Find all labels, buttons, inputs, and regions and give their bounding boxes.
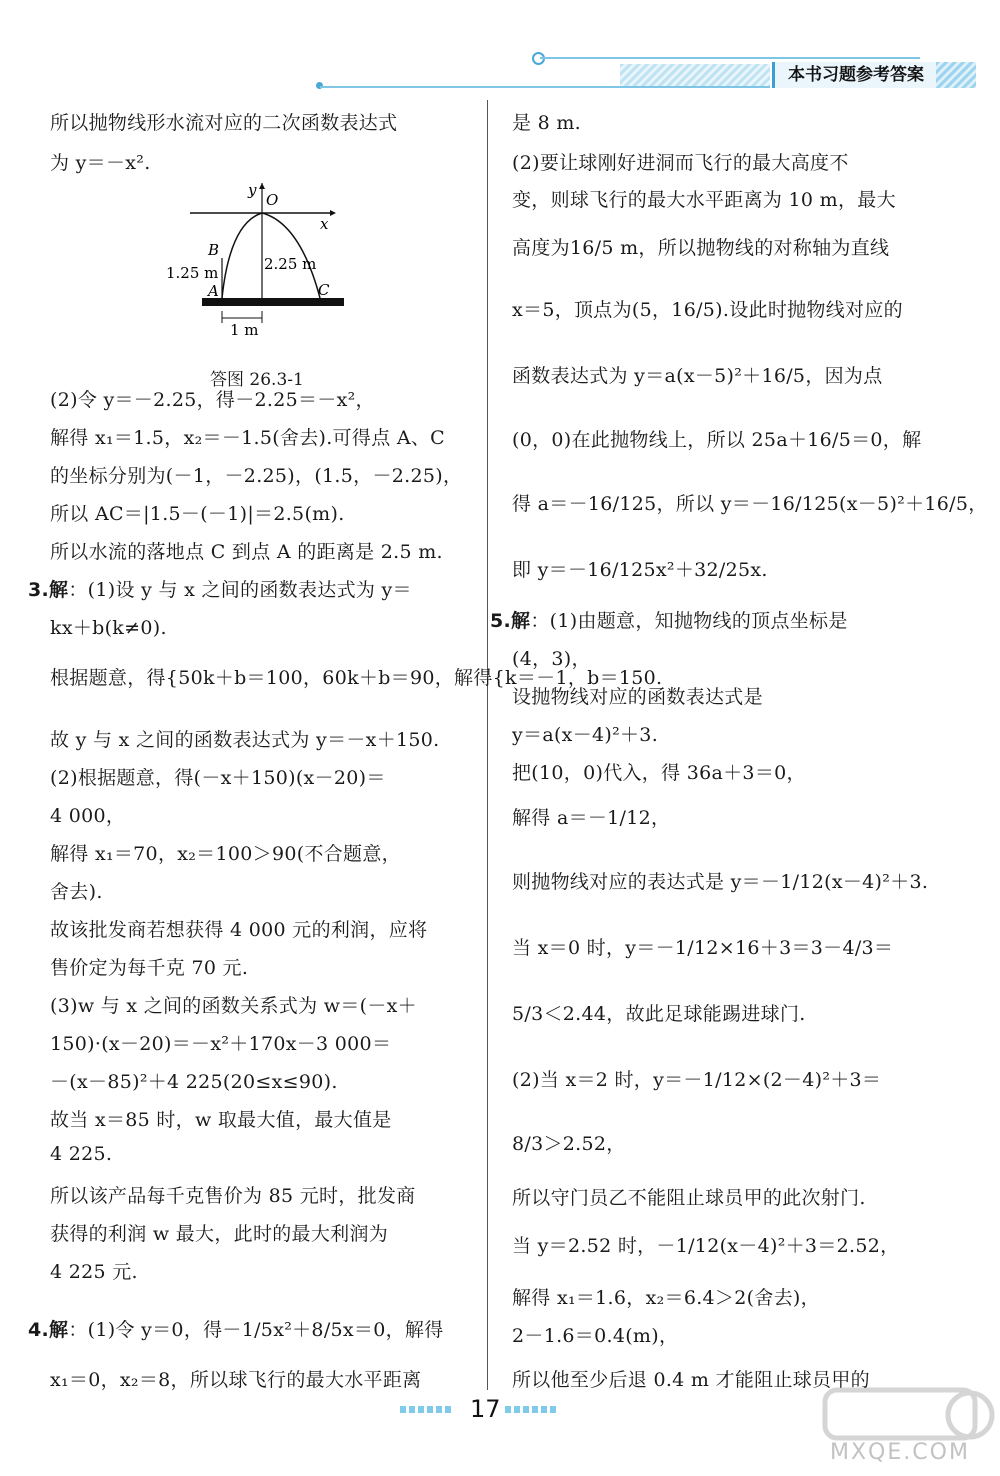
text-line: 4 000，: [50, 805, 126, 827]
label-y: y: [248, 181, 257, 199]
text-line: 所以该产品每千克售价为 85 元时，批发商: [50, 1185, 416, 1207]
text-line: 所以他至少后退 0.4 m 才能阻止球员甲的: [512, 1369, 870, 1391]
text-line: 根据题意，得{50k＋b＝100，60k＋b＝90，解得{k＝－1，b＝150.: [50, 667, 663, 689]
text-line: 得 a＝－16/125，所以 y＝－16/125(x－5)²＋16/5，: [512, 493, 988, 515]
label-x: x: [320, 215, 329, 233]
text-line: 为 y＝－x².: [50, 152, 151, 174]
text-line: (2)要让球刚好进洞而飞行的最大高度不: [512, 152, 849, 174]
text-line: 设抛物线对应的函数表达式是: [512, 686, 763, 708]
text-line: (4，3)，: [512, 648, 591, 670]
text-line: 2－1.6＝0.4(m)，: [512, 1325, 679, 1347]
text-line: 150)·(x－20)＝－x²＋170x－3 000＝: [50, 1033, 392, 1055]
q5-line: 5.解：(1)由题意，知抛物线的顶点坐标是: [490, 610, 848, 632]
label-b: B: [208, 241, 220, 259]
column-divider: [487, 100, 488, 1390]
label-a: A: [208, 282, 219, 300]
label-width: 1 m: [230, 321, 259, 339]
text-line: 当 y＝2.52 时，－1/12(x－4)²＋3＝2.52，: [512, 1235, 900, 1257]
text-line: 舍去).: [50, 881, 103, 903]
header-title: 本书习题参考答案: [772, 62, 937, 88]
text-line: 售价定为每千克 70 元.: [50, 957, 249, 979]
text-line: 则抛物线对应的表达式是 y＝－1/12(x－4)²＋3.: [512, 871, 929, 893]
text-line: 故当 x＝85 时，w 取最大值，最大值是: [50, 1109, 392, 1131]
header-tail: [936, 62, 976, 88]
text-line: 高度为16/5 m，所以抛物线的对称轴为直线: [512, 237, 890, 259]
text-line: (2)令 y＝－2.25，得－2.25＝－x²，: [50, 389, 375, 411]
text-line: 的坐标分别为(－1，－2.25)，(1.5，－2.25)，: [50, 465, 463, 487]
label-left-height: 1.25 m: [166, 264, 219, 282]
text-line: x＝5，顶点为(5，16/5).设此时抛物线对应的: [512, 299, 903, 321]
watermark-text: MXQE.COM: [830, 1440, 970, 1465]
header-rule-lower: [320, 86, 770, 88]
text-line: (0，0)在此抛物线上，所以 25a＋16/5＝0，解: [512, 429, 922, 451]
text-line: (2)当 x＝2 时，y＝－1/12×(2－4)²＋3＝: [512, 1069, 882, 1091]
text-line: (2)根据题意，得(－x＋150)(x－20)＝: [50, 767, 386, 789]
text-line: 解得 x₁＝1.5，x₂＝－1.5(舍去).可得点 A、C: [50, 427, 445, 449]
text-line: 当 x＝0 时，y＝－1/12×16＋3＝3－4/3＝: [512, 937, 894, 959]
text-line: 即 y＝－16/125x²＋32/25x.: [512, 559, 768, 581]
text-line: (3)w 与 x 之间的函数关系式为 w＝(－x＋: [50, 995, 417, 1017]
text-line: y＝a(x－4)²＋3.: [512, 724, 659, 746]
q4-line: 4.解：(1)令 y＝0，得－1/5x²＋8/5x＝0，解得: [28, 1319, 444, 1341]
text-line: kx＋b(k≠0).: [50, 617, 167, 639]
text-line: 4 225.: [50, 1143, 113, 1165]
label-mid-height: 2.25 m: [264, 255, 317, 273]
label-c: C: [318, 281, 330, 299]
text-line: 故 y 与 x 之间的函数表达式为 y＝－x＋150.: [50, 729, 440, 751]
text-line: 获得的利润 w 最大，此时的最大利润为: [50, 1223, 389, 1245]
q5-label: 5.解: [490, 610, 531, 632]
label-o: O: [266, 191, 279, 209]
text-line: 所以抛物线形水流对应的二次函数表达式: [50, 112, 398, 134]
header-rule: [540, 57, 920, 59]
page-number: 17: [470, 1395, 501, 1423]
q3-line: 3.解：(1)设 y 与 x 之间的函数表达式为 y＝: [28, 579, 412, 601]
figure-caption: 答图 26.3-1: [210, 370, 304, 390]
text-line: 解得 x₁＝1.6，x₂＝6.4＞2(舍去)，: [512, 1287, 820, 1309]
text-line: 所以水流的落地点 C 到点 A 的距离是 2.5 m.: [50, 541, 443, 563]
text-line: 4 225 元.: [50, 1261, 138, 1283]
text-line: 8/3＞2.52，: [512, 1133, 626, 1155]
text-line: 解得 x₁＝70，x₂＝100＞90(不合题意，: [50, 843, 401, 865]
text-line: x₁＝0，x₂＝8，所以球飞行的最大水平距离: [50, 1369, 422, 1391]
text-line: 故该批发商若想获得 4 000 元的利润，应将: [50, 919, 428, 941]
text-line: 所以守门员乙不能阻止球员甲的此次射门.: [512, 1187, 866, 1209]
q3-label: 3.解: [28, 579, 69, 601]
text-line: 解得 a＝－1/12，: [512, 807, 671, 829]
text-line: 函数表达式为 y＝a(x－5)²＋16/5，因为点: [512, 365, 883, 387]
text-line: －(x－85)²＋4 225(20≤x≤90).: [50, 1071, 338, 1093]
text-line: 所以 AC＝|1.5－(－1)|＝2.5(m).: [50, 503, 345, 525]
page-number-decoration-right: [505, 1406, 557, 1413]
text-line: 把(10，0)代入，得 36a＋3＝0，: [512, 762, 806, 784]
page-number-decoration-left: [400, 1406, 452, 1413]
q4-label: 4.解: [28, 1319, 69, 1341]
header-band: [620, 64, 770, 86]
parabola-figure: [166, 181, 350, 363]
text-line: 是 8 m.: [512, 112, 582, 134]
text-line: 变，则球飞行的最大水平距离为 10 m，最大: [512, 189, 896, 211]
text-line: 5/3＜2.44，故此足球能踢进球门.: [512, 1003, 806, 1025]
